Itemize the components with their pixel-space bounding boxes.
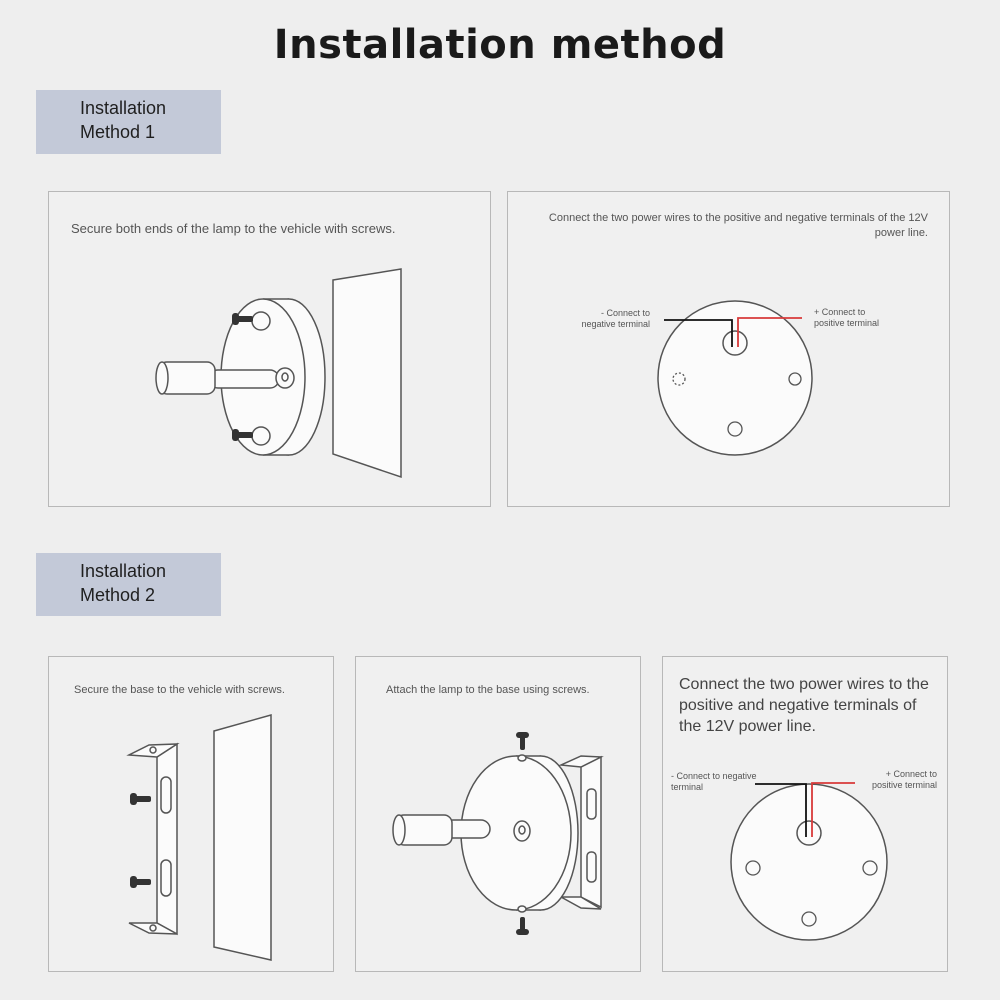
method-2-label: [36, 553, 221, 616]
lamp-arm: [209, 370, 279, 388]
mount-hole-right: [789, 373, 801, 385]
mounting-bracket: [581, 757, 601, 907]
mount-hole-left: [673, 373, 685, 385]
method-2-step-1-caption: Secure the base to the vehicle with screws.: [74, 684, 285, 696]
method-2-step-3-panel: [662, 656, 948, 972]
method-2-step-2-caption: Attach the lamp to the base using screws.: [386, 684, 590, 696]
method-2-step-1-panel: [48, 656, 334, 972]
wiring-diagram-2: [663, 657, 949, 973]
method-2-step-2-panel: [355, 656, 641, 972]
method-1-step-1-caption: Secure both ends of the lamp to the vehicle with screws.: [71, 221, 396, 236]
method-1-label: [36, 90, 221, 154]
wire-entry-hole: [797, 821, 821, 845]
method-2-label-line1: Installation: [80, 561, 167, 581]
page-title: Installation method: [273, 22, 727, 68]
wiring-diagram-1: [508, 192, 951, 508]
method-2-label-line2: Method 2: [80, 585, 156, 605]
method-2-negative-label: - Connect to negative terminal: [671, 771, 757, 792]
method-2-step-3-caption: Connect the two power wires to the positive and negative terminals of the 12V power line.: [679, 676, 929, 735]
wire-entry-hole: [723, 331, 747, 355]
screw-icon: [130, 793, 151, 888]
method-1-step-2-panel: [507, 191, 950, 507]
method-1-negative-label: - Connect to negative terminal: [581, 308, 650, 329]
mount-hole-bottom: [728, 422, 742, 436]
mount-hole-left: [746, 861, 760, 875]
base-mount-illustration: [49, 657, 335, 973]
mount-hole-bottom: [802, 912, 816, 926]
method-1-step-2-caption: Connect the two power wires to the positive and negative terminals of the 12V power line.: [548, 212, 928, 239]
screw-lug-top: [252, 312, 270, 330]
method-2-positive-label: + Connect to positive terminal: [871, 769, 937, 790]
mount-hole-right: [863, 861, 877, 875]
method-1-label-line1: Installation: [80, 98, 167, 118]
screw-lug-bottom: [252, 427, 270, 445]
method-1-step-1-panel: [48, 191, 491, 507]
vehicle-surface: [333, 269, 401, 477]
method-1-positive-label: + Connect to positive terminal: [814, 307, 880, 328]
lamp-to-base-illustration: [356, 657, 642, 973]
lamp-mount-illustration: [49, 192, 492, 508]
vehicle-surface: [214, 715, 271, 960]
mounting-bracket: [157, 744, 177, 934]
method-1-label-line2: Method 1: [80, 122, 156, 142]
